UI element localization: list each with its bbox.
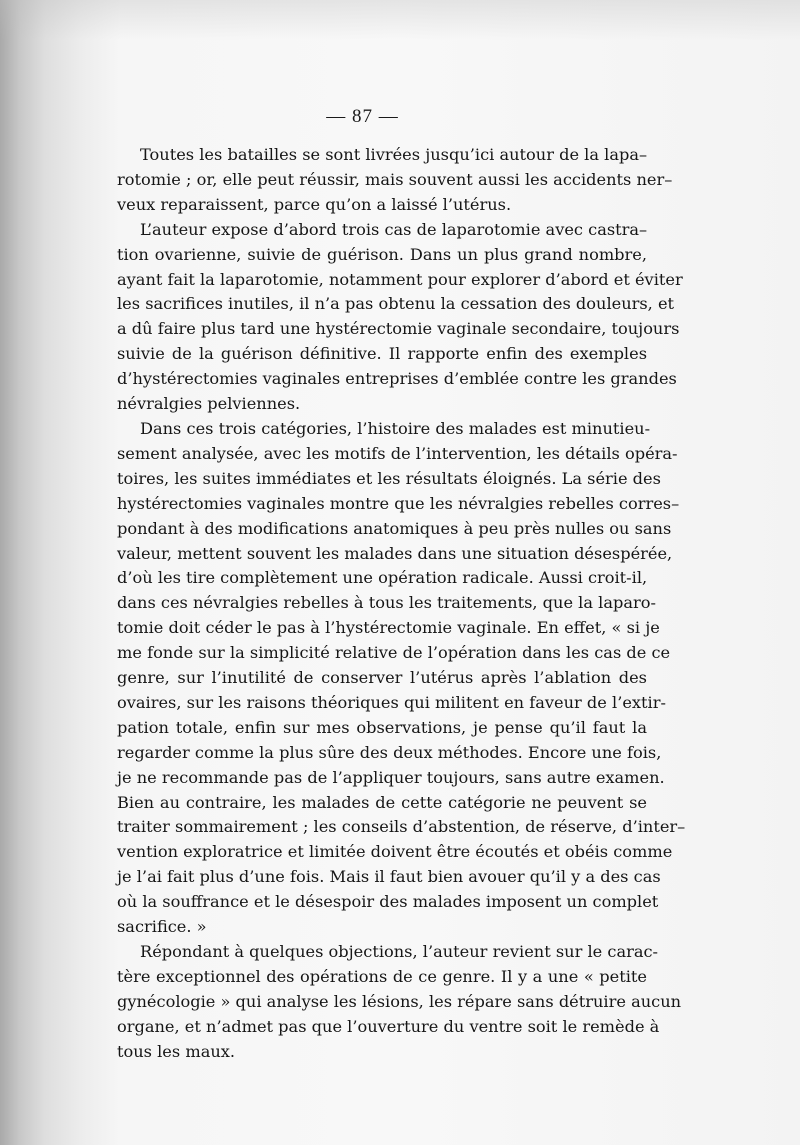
text-line: organe, et n’admet pas que l’ouverture du ventre soit le remède à	[117, 1016, 660, 1036]
text-line: je ne recommande pas de l’appliquer toujours, sans autre examen.	[117, 767, 665, 787]
text-line: névralgies pelviennes.	[117, 394, 301, 414]
text-line: vention exploratrice et limitée doivent être écoutés et obéis comme	[117, 842, 673, 862]
text-line: dans ces névralgies rebelles à tous les traitements, que la laparo-	[117, 593, 656, 613]
text-line: Toutes les batailles se sont livrées jusqu’ici autour de la lapa–	[140, 145, 648, 164]
text-line: pondant à des modifications anatomiques à peu près nulles ou sans	[117, 518, 672, 538]
paragraph-3	[117, 417, 686, 940]
text-line: gynécologie » qui analyse les lésions, les répare sans détruire aucun	[117, 991, 682, 1011]
text-line: tomie doit céder le pas à l’hystérectomie vaginale. En effet, « si je	[117, 618, 660, 638]
text-line: tère exceptionnel des opérations de ce genre. Il y a une « petite	[117, 966, 647, 986]
text-line: Bien au contraire, les malades de cette catégorie ne peuvent se	[117, 792, 647, 812]
paragraph-1	[117, 143, 673, 218]
text-line: L’auteur expose d’abord trois cas de laparotomie avec castra–	[140, 219, 648, 239]
body-text	[117, 143, 686, 1065]
text-line: d’hystérectomies vaginales entreprises d’emblée contre les grandes	[117, 369, 677, 389]
text-line: ovaires, sur les raisons théoriques qui militent en faveur de l’extir-	[117, 692, 666, 712]
text-line: toires, les suites immédiates et les résultats éloignés. La série des	[117, 468, 661, 488]
paragraph-2	[117, 218, 683, 417]
page-number: — 87 —	[326, 106, 399, 127]
text-line: tion ovarienne, suivie de guérison. Dans un plus grand nombre,	[117, 244, 647, 264]
text-line: regarder comme la plus sûre des deux méthodes. Encore une fois,	[117, 742, 662, 762]
text-line: où la souffrance et le désespoir des malades imposent un complet	[117, 892, 659, 912]
text-line: pation totale, enfin sur mes observations, je pense qu’il faut la	[117, 717, 647, 737]
text-line: sacrifice. »	[117, 917, 207, 937]
text-line: les sacrifices inutiles, il n’a pas obtenu la cessation des douleurs, et	[117, 294, 675, 314]
text-line: valeur, mettent souvent les malades dans une situation désespérée,	[117, 543, 673, 563]
text-line: tous les maux.	[117, 1041, 236, 1061]
text-line: ayant fait la laparotomie, notamment pour explorer d’abord et éviter	[117, 269, 683, 289]
text-line: Dans ces trois catégories, l’histoire des malades est minutieu-	[140, 418, 651, 438]
text-line: a dû faire plus tard une hystérectomie vaginale secondaire, toujours	[117, 319, 680, 339]
paragraph-4	[117, 940, 682, 1065]
text-line: hystérectomies vaginales montre que les névralgies rebelles corres–	[117, 493, 680, 513]
text-line: veux reparaissent, parce qu’on a laissé l’utérus.	[117, 194, 512, 214]
text-line: rotomie ; or, elle peut réussir, mais souvent aussi les accidents ner–	[117, 169, 673, 189]
text-line: je l’ai fait plus d’une fois. Mais il faut bien avouer qu’il y a des cas	[117, 867, 661, 887]
text-line: d’où les tire complètement une opération radicale. Aussi croit-il,	[117, 568, 648, 588]
text-line: traiter sommairement ; les conseils d’abstention, de réserve, d’inter–	[117, 817, 686, 837]
text-line: genre, sur l’inutilité de conserver l’utérus après l’ablation des	[117, 668, 647, 688]
text-line: sement analysée, avec les motifs de l’intervention, les détails opéra-	[117, 443, 678, 463]
text-line: me fonde sur la simplicité relative de l’opération dans les cas de ce	[117, 643, 671, 663]
text-line: suivie de la guérison définitive. Il rapporte enfin des exemples	[117, 344, 647, 364]
text-line: Répondant à quelques objections, l’auteur revient sur le carac-	[140, 942, 659, 961]
